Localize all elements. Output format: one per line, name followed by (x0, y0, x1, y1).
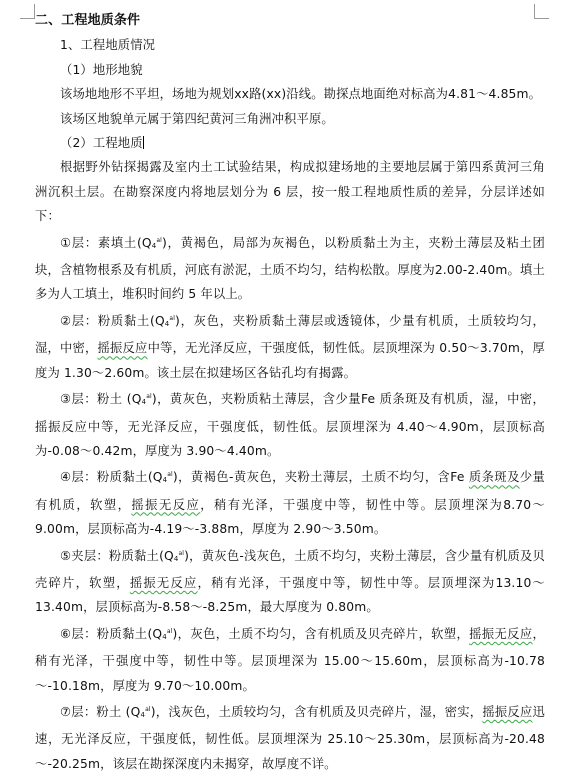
layer-5-head: ⑤夹层：粉质黏土( (60, 548, 165, 563)
layer-2-paragraph (35, 307, 545, 385)
layer-5-text-a: )，黄灰色-浅灰色，土质不均匀，夹粉土薄层，含少量有机质及贝壳碎片，软塑， (35, 548, 545, 590)
layer-1-symbol: $Q_4^{al}$ (141, 235, 162, 250)
layer-2-text-b: 中等，无光泽反应，干强度低，韧性低。层顶埋深为 0.50～3.70m，厚度为 1.30～2.60m。该土层在拟建场区各钻孔均有揭露。 (35, 341, 545, 380)
topography-paragraph-1: 该场地地形不平坦，场地为规划xx路(xx)沿线。勘探点地面绝对标高为4.81～4.85m。 (60, 87, 542, 102)
geology-title-text: （2）工程地质 (60, 136, 143, 151)
topography-paragraph-2: 该场区地貌单元属于第四纪黄河三角洲冲积平原。 (60, 111, 334, 126)
text-cursor (143, 136, 144, 149)
geology-title (35, 131, 545, 155)
layer-4-symbol: $Q_4^{al}$ (152, 470, 173, 485)
layer-5-grammar-squiggle: 摇振无反应 (129, 575, 198, 590)
layer-4-head: ④层：粉质黏土( (60, 470, 153, 485)
layer-1-text: )，黄褐色，局部为灰褐色，以粉质黏土为主，夹粉土薄层及粘土团块，含植物根系及有机质，河底有淤泥，土质不均匀，结构松散。厚度为2.00-2.40m。填土多为人工填土，堆积时间约 5 年以上。 (35, 235, 545, 302)
subsection-heading: 1、工程地质情况 (60, 38, 156, 53)
layer-4-paragraph (35, 463, 545, 541)
layer-7-symbol: $Q_4^{al}$ (130, 704, 151, 719)
layer-2-symbol: $Q_4^{al}$ (154, 313, 176, 328)
page-margin-corner-top-left (20, 4, 35, 19)
layer-7-head: ⑦层：粉土 ( (60, 704, 131, 719)
layer-3-text: )，黄灰色，夹粉质粘土薄层，含少量Fe 质条斑及有机质，湿，中密，摇振反应中等，无光泽反应，干强度低，韧性低。层顶埋深为 4.40～4.90m，层顶标高为-0.08～0.42m，厚度为 3.90～4.40m。 (35, 392, 545, 458)
layer-5-text-b: ，稍有光泽，干强度中等，韧性中等。层顶埋深为13.10～13.40m，层顶标高为-8.58～-8.25m，最大厚度为 0.80m。 (35, 575, 545, 615)
layer-7-grammar-squiggle: 摇振反应 (482, 704, 533, 719)
layer-2-text-a: )，灰色，夹粉质黏土薄层或透镜体，少量有机质，土质较均匀，湿，中密， (35, 313, 545, 356)
layer-5-symbol: $Q_4^{al}$ (164, 548, 185, 563)
layer-4-text-b: 少量有机质，软塑， (35, 470, 545, 512)
layer-7-paragraph (35, 698, 545, 776)
layer-6-symbol: $Q_4^{al}$ (152, 626, 173, 641)
layer-6-grammar-squiggle: 摇振无反应 (469, 626, 533, 641)
layer-3-paragraph (35, 385, 545, 463)
layer-7-text-b: 迅速，无光泽反应，干强度低，韧性低。层顶埋深为 25.10～25.30m，层顶标高为-20.48～-20.25m，该层在勘探深度内未揭穿，故厚度不详。 (35, 704, 545, 771)
layer-6-paragraph (35, 620, 545, 698)
geology-intro: 根据野外钻探揭露及室内土工试验结果，构成拟建场地的主要地层属于第四系黄河三角洲沉积土层。在勘察深度内将地层划分为 6 层，按一般工程地质性质的差异，分层详述如下： (35, 160, 545, 224)
layer-2-head: ②层：粉质黏土( (60, 313, 155, 328)
layer-3-head: ③层：粉土 ( (60, 392, 132, 407)
section-heading: 二、工程地质条件 (35, 13, 141, 28)
layer-2-grammar-squiggle: 摇振反应 (97, 341, 148, 356)
layer-4-grammar-squiggle-2: 摇振无反应 (131, 497, 201, 512)
layer-4-grammar-squiggle-1: 质条斑及 (468, 470, 520, 485)
layer-1-head: ①层：素填土( (60, 235, 142, 250)
document-body[interactable] (35, 9, 545, 776)
layer-6-text-b: ，稍有光泽，干强度中等，韧性中等。层顶埋深为 15.00～15.60m，层顶标高为-10.78～-10.18m，厚度为 9.70～10.00m。 (35, 626, 545, 693)
layer-1-paragraph (35, 229, 545, 307)
layer-5-paragraph (35, 542, 545, 620)
layer-7-text-a: )，浅灰色，土质较均匀，含有机质及贝壳碎片，湿，密实， (150, 704, 483, 719)
layer-4-text-c: ，稍有光泽，干强度中等，韧性中等。层顶埋深为8.70～9.00m，层顶标高为-4.19～-3.88m，厚度为 2.90～3.50m。 (35, 497, 545, 537)
layer-3-symbol: $Q_4^{al}$ (131, 392, 152, 407)
layer-6-head: ⑥层：粉质黏土( (60, 626, 153, 641)
layer-6-text-a: )，灰色，土质不均匀，含有机质及贝壳碎片，软塑， (172, 626, 470, 641)
layer-4-text-a: )，黄褐色-黄灰色，夹粉土薄层，土质不均匀，含Fe (172, 470, 469, 485)
topography-title: （1）地形地貌 (60, 62, 143, 77)
